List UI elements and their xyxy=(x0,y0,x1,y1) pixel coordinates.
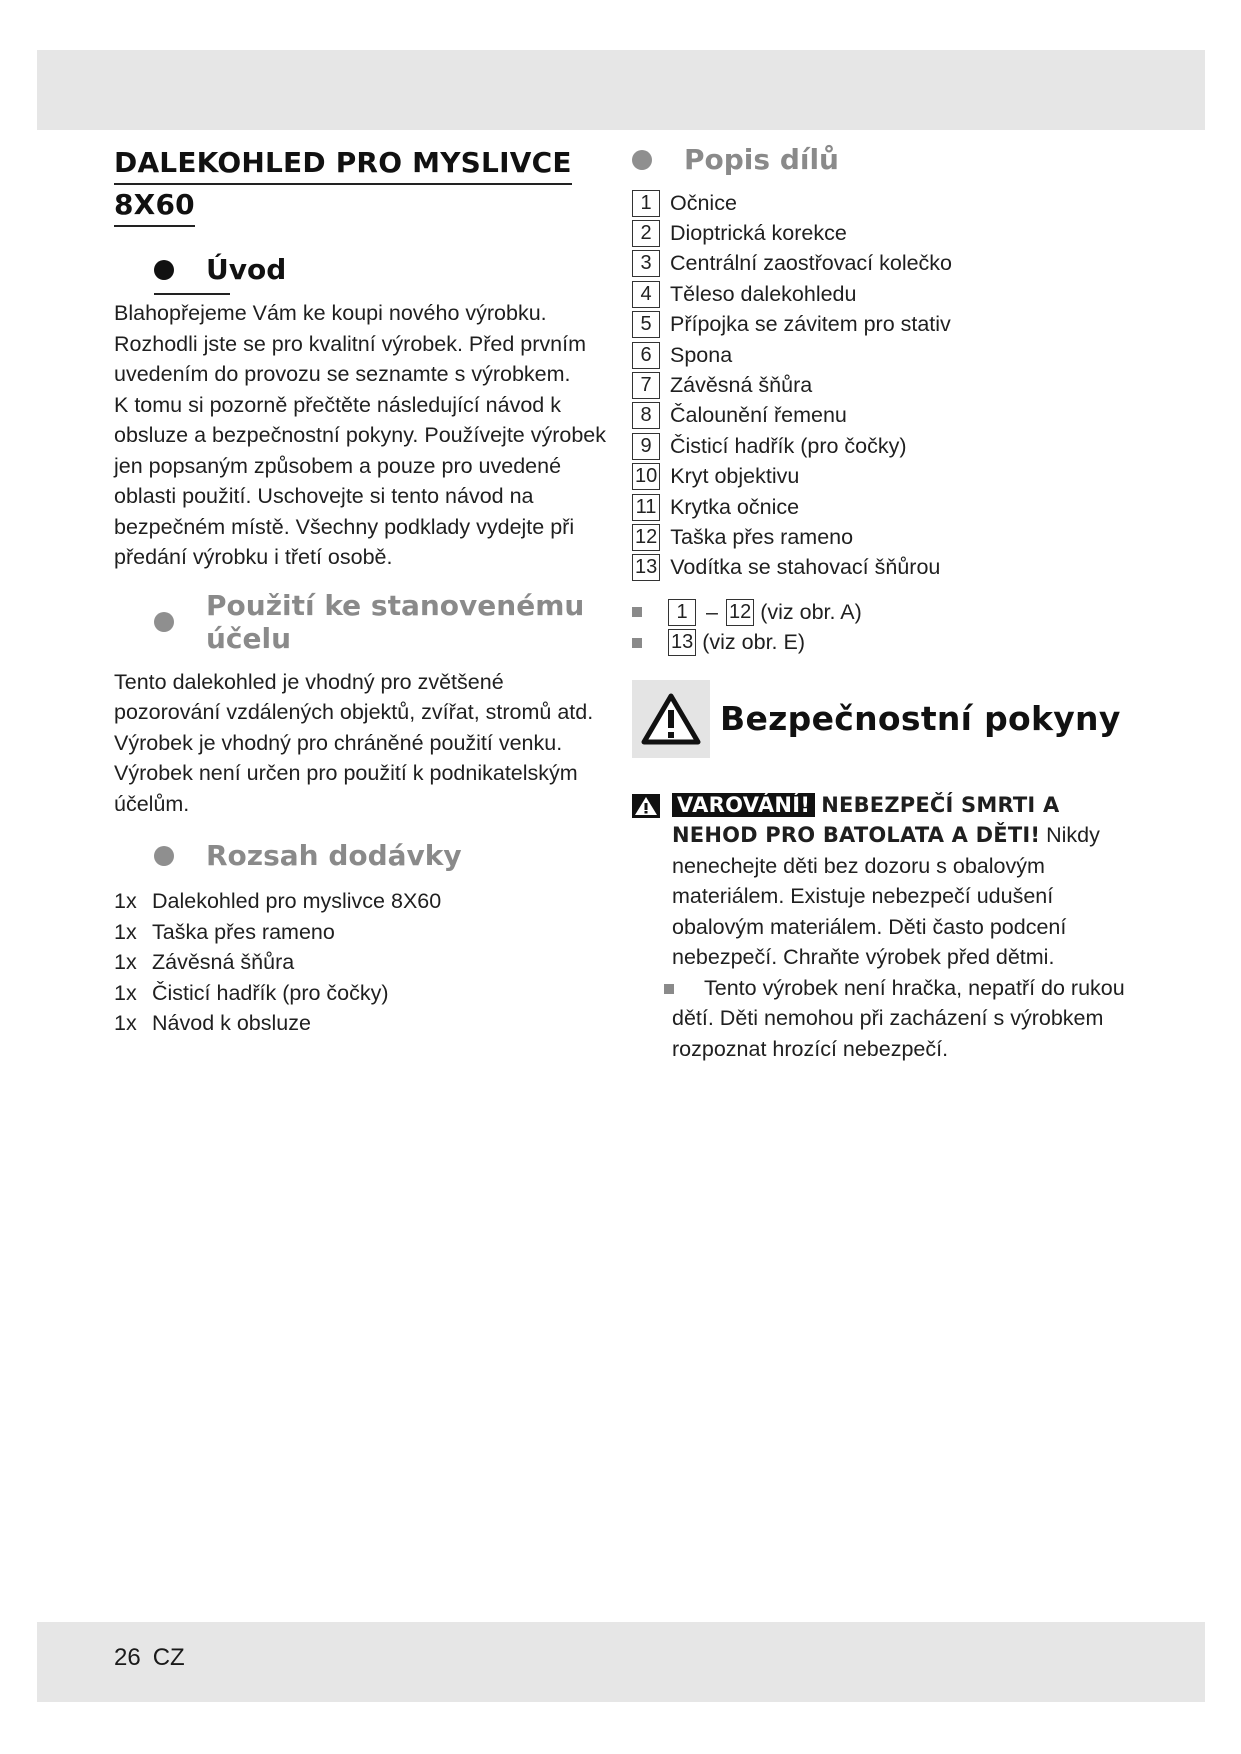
part-name: Očnice xyxy=(670,190,737,215)
part-number: 2 xyxy=(632,220,660,247)
intro-heading-text: Úvod xyxy=(206,253,287,286)
warning-bold-1: NEBEZPEČÍ SMRTI A xyxy=(821,792,1060,817)
document-title xyxy=(114,143,614,227)
list-item xyxy=(114,1008,614,1039)
part-name: Krytka očnice xyxy=(670,494,800,519)
title-line-2: 8X60 xyxy=(114,185,195,227)
bullet-dot-icon xyxy=(154,260,174,280)
text-line: Nikdy xyxy=(1046,823,1100,848)
text-line: bezpečném místě. Všechny podklady vydejte při xyxy=(114,514,575,539)
part-name: Centrální zaostřovací kolečko xyxy=(670,251,953,276)
text-line: nebezpečí. Chraňte výrobek před dětmi. xyxy=(672,945,1055,970)
scope-heading xyxy=(114,839,614,872)
part-name: Vodítka se stahovací šňůrou xyxy=(670,555,941,580)
bullet-dot-icon xyxy=(154,612,174,632)
list-item xyxy=(632,462,1152,492)
text-line: rozpoznat hrozící nebezpečí. xyxy=(672,1036,949,1061)
intended-use-heading-text: Použití ke stanovenému účelu xyxy=(206,588,585,655)
part-number: 9 xyxy=(632,433,660,460)
text-line: jen popsaným způsobem a pouze pro uvedené xyxy=(114,453,562,478)
scope-heading-text: Rozsah dodávky xyxy=(206,839,462,872)
list-item xyxy=(632,310,1152,340)
part-number: 13 xyxy=(632,554,660,581)
list-item xyxy=(632,188,1152,218)
figure-reference-row xyxy=(632,597,1152,627)
part-name: Přípojka se závitem pro stativ xyxy=(670,312,951,337)
list-item xyxy=(632,249,1152,279)
scope-list xyxy=(114,886,614,1039)
text-line: Tento výrobek není hračka, nepatří do rukou xyxy=(704,975,1125,1000)
part-name: Dioptrická korekce xyxy=(670,221,847,246)
text-line: uvedením do provozu se seznamte s výrobkem. xyxy=(114,362,571,386)
item-name: Taška přes rameno xyxy=(152,919,335,944)
safety-heading xyxy=(632,680,1152,758)
bullet-dot-icon xyxy=(154,846,174,866)
part-number: 11 xyxy=(632,494,660,521)
item-qty: 1x xyxy=(114,919,137,944)
list-item xyxy=(114,947,614,978)
item-qty: 1x xyxy=(114,950,137,974)
part-number: 12 xyxy=(632,524,660,551)
warning-badge: VAROVÁNÍ! xyxy=(672,793,815,817)
item-qty: 1x xyxy=(114,1011,137,1035)
part-name: Taška přes rameno xyxy=(670,524,854,549)
figure-reference-row xyxy=(632,627,1152,657)
right-column xyxy=(632,143,1152,1064)
figure-references xyxy=(632,597,1152,658)
list-item xyxy=(114,917,614,948)
title-line-1: DALEKOHLED PRO MYSLIVCE xyxy=(114,143,572,185)
part-name: Spona xyxy=(670,342,733,367)
item-name: Čisticí hadřík (pro čočky) xyxy=(152,980,389,1005)
text-line: Rozhodli jste se pro kvalitní výrobek. Před prvním xyxy=(114,331,587,356)
list-item xyxy=(632,340,1152,370)
part-number: 6 xyxy=(632,342,660,369)
item-name: Návod k obsluze xyxy=(152,1011,311,1035)
list-item xyxy=(672,973,1152,1065)
part-name: Závěsná šňůra xyxy=(670,373,813,398)
part-number: 10 xyxy=(632,463,660,490)
item-name: Dalekohled pro myslivce 8X60 xyxy=(152,889,442,913)
part-name: Čisticí hadřík (pro čočky) xyxy=(670,433,907,458)
part-number: 1 xyxy=(632,190,660,217)
text-line: pozorování vzdálených objektů, zvířat, stromů atd. xyxy=(114,700,594,724)
text-line: obsluze a bezpečnostní pokyny. Používejte výrobek xyxy=(114,423,607,447)
intro-underline xyxy=(154,293,230,295)
warning-small-icon xyxy=(632,794,660,818)
list-item xyxy=(632,279,1152,309)
text-line: účelům. xyxy=(114,791,190,816)
warning-line xyxy=(672,820,1152,851)
warning-block xyxy=(632,790,1152,1065)
text-line: oblasti použití. Uschovejte si tento návod na xyxy=(114,484,534,508)
list-item xyxy=(632,218,1152,248)
intended-use-heading xyxy=(114,589,614,655)
part-number: 3 xyxy=(632,250,660,277)
parts-heading-text: Popis dílů xyxy=(684,143,839,176)
bullet-dot-icon xyxy=(632,150,652,170)
list-item xyxy=(114,886,614,917)
text-line: dětí. Děti nemohou při zacházení s výrobkem xyxy=(672,1006,1104,1031)
intro-paragraph xyxy=(114,298,614,573)
part-number: 4 xyxy=(632,281,660,308)
text-line: materiálem. Existuje nebezpečí udušení xyxy=(672,884,1054,909)
list-item xyxy=(632,553,1152,583)
text-line: Výrobek není určen pro použití k podnikatelským xyxy=(114,761,578,785)
header-band xyxy=(37,50,1205,130)
page-number: 26 xyxy=(114,1644,141,1671)
text-line: obalovým materiálem. Děti často podcení xyxy=(672,914,1067,939)
intro-heading xyxy=(114,253,614,286)
safety-heading-text: Bezpečnostní pokyny xyxy=(720,699,1121,739)
warning-triangle-icon xyxy=(632,680,710,758)
parts-heading xyxy=(592,143,1152,176)
item-name: Závěsná šňůra xyxy=(152,950,295,974)
footer-band xyxy=(37,1622,1205,1702)
text-line: předání výrobku i třetí osobě. xyxy=(114,545,393,569)
square-bullet-icon xyxy=(632,607,642,617)
intended-use-paragraph xyxy=(114,667,614,820)
text-line: Blahopřejeme Vám ke koupi nového výrobku. xyxy=(114,301,547,325)
left-column xyxy=(114,143,614,1055)
text-line: Výrobek je vhodný pro chráněné použití venku. xyxy=(114,730,563,755)
list-item xyxy=(632,431,1152,461)
item-qty: 1x xyxy=(114,980,137,1005)
list-item xyxy=(632,401,1152,431)
figure-reference-text: (viz obr. A) xyxy=(760,599,862,624)
range-dash: – xyxy=(706,599,718,624)
warning-bold-2: NEHOD PRO BATOLATA A DĚTI! xyxy=(672,823,1041,848)
list-item xyxy=(632,492,1152,522)
list-item xyxy=(632,370,1152,400)
part-name: Kryt objektivu xyxy=(670,464,800,489)
page-footer xyxy=(114,1644,185,1672)
part-number: 12 xyxy=(726,599,754,626)
part-name: Čalounění řemenu xyxy=(670,403,847,428)
part-number: 5 xyxy=(632,311,660,338)
item-qty: 1x xyxy=(114,889,137,913)
parts-list xyxy=(632,188,1152,583)
part-number: 7 xyxy=(632,372,660,399)
list-item xyxy=(114,978,614,1009)
part-number: 8 xyxy=(632,402,660,429)
figure-reference-text: (viz obr. E) xyxy=(702,630,805,655)
part-number: 1 xyxy=(668,599,696,626)
text-line: nenechejte děti bez dozoru s obalovým xyxy=(672,853,1045,878)
language-code: CZ xyxy=(152,1644,185,1671)
warning-line xyxy=(672,790,1152,821)
part-name: Těleso dalekohledu xyxy=(670,281,857,306)
square-bullet-icon xyxy=(664,984,674,994)
list-item xyxy=(632,522,1152,552)
text-line: Tento dalekohled je vhodný pro zvětšené xyxy=(114,669,504,694)
part-number: 13 xyxy=(668,629,696,656)
text-line: K tomu si pozorně přečtěte následující návod k xyxy=(114,392,561,417)
square-bullet-icon xyxy=(632,638,642,648)
